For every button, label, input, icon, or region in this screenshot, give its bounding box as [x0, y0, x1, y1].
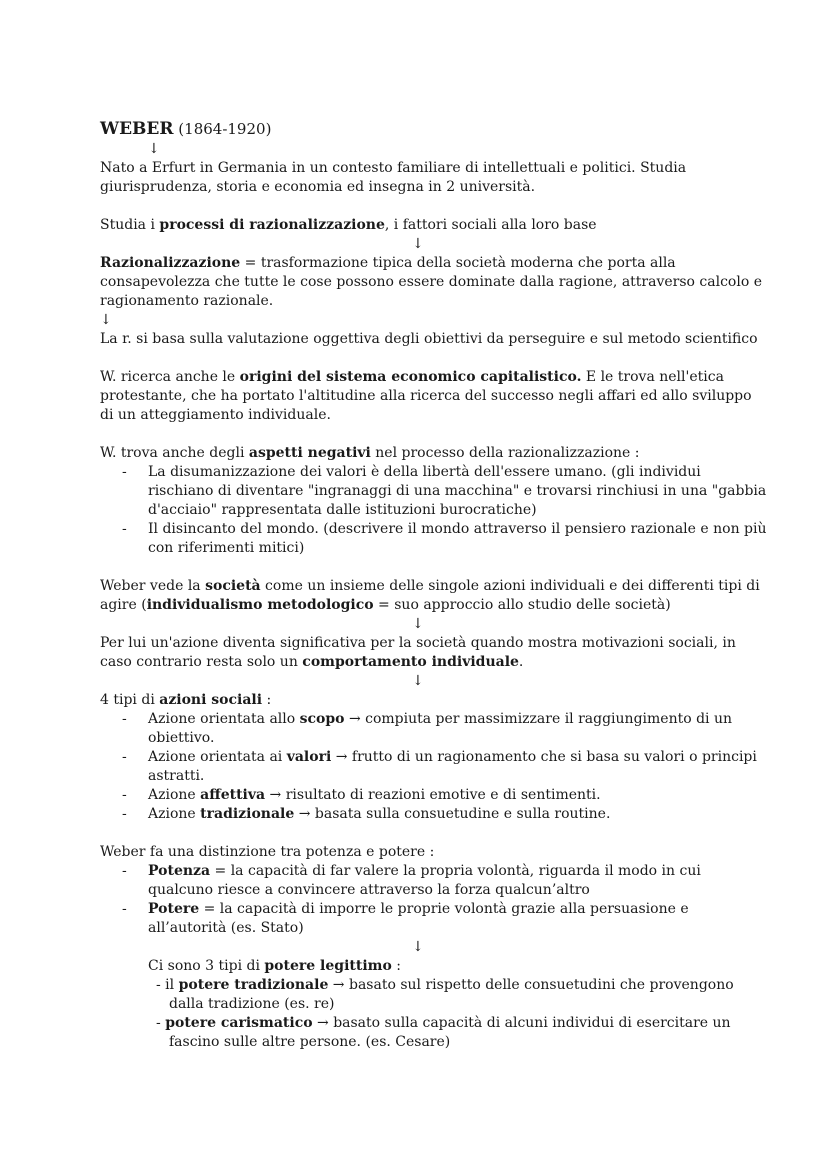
arrow-down-icon: ↓ — [412, 616, 424, 632]
list-item: - potere carismatico → basato sulla capacità di alcuni individui di esercitare un fascino sulle altre persone. (es. Cesare) — [156, 1015, 731, 1050]
list-item: - Potere = la capacità di imporre le proprie volontà grazie alla persuasione e all’autorità (es. Stato) — [148, 900, 768, 938]
action-paragraph: Per lui un'azione diventa significativa per la società quando mostra motivazioni sociali, in caso contrario resta solo un comportamento individuale. — [100, 635, 736, 670]
title-years: (1864-1920) — [178, 120, 272, 138]
capitalism-paragraph: W. ricerca anche le origini del sistema economico capitalistico. E le trova nell'etica protestante, che ha portato l'altitudine alla ricerca del successo negli affari ed allo sviluppo di un atteggiamento individuale. — [100, 369, 752, 423]
legitimate-power-intro: Ci sono 3 tipi di potere legittimo : — [148, 958, 401, 974]
list-item: - il potere tradizionale → basato sul rispetto delle consuetudini che provengono dalla tradizione (es. re) — [156, 977, 734, 1012]
rationalization-basis: La r. si basa sulla valutazione oggettiva degli obiettivi da perseguire e sul metodo scientifico — [100, 331, 758, 347]
list-item: - Azione tradizionale → basata sulla consuetudine e sulla routine. — [148, 805, 768, 824]
negative-aspects-intro: W. trova anche degli aspetti negativi nel processo della razionalizzazione : — [100, 445, 640, 461]
arrow-down-icon: ↓ — [412, 236, 424, 252]
list-item: - Potenza = la capacità di far valere la propria volontà, riguarda il modo in cui qualcuno riesce a convincere attraverso la forza qualcun’altro — [148, 862, 768, 900]
arrow-down-icon: ↓ — [412, 939, 424, 955]
arrow-down-icon: ↓ — [100, 312, 112, 328]
social-actions-list — [100, 710, 768, 824]
list-item: - Azione affettiva → risultato di reazioni emotive e di sentimenti. — [148, 786, 768, 805]
arrow-down-icon: ↓ — [148, 141, 160, 157]
notes-page — [100, 118, 768, 1052]
legitimate-power-list — [100, 976, 768, 1052]
rationalization-definition: Razionalizzazione = trasformazione tipica della società moderna che porta alla consapevolezza che tutte le cose possono essere dominate dalla ragione, attraverso calcolo e ragionamento razionale. — [100, 255, 762, 309]
arrow-down-icon: ↓ — [412, 673, 424, 689]
bio-paragraph: Nato a Erfurt in Germania in un contesto familiare di intellettuali e politici. Studia giurisprudenza, storia e economia ed insegna in 2 università. — [100, 160, 687, 195]
list-item: - Azione orientata allo scopo → compiuta per massimizzare il raggiungimento di un obiettivo. — [148, 710, 768, 748]
society-paragraph: Weber vede la società come un insieme delle singole azioni individuali e dei differenti tipi di agire (individualismo metodologico = suo approccio allo studio delle società) — [100, 578, 760, 613]
title-name: WEBER — [100, 119, 174, 139]
list-item: - Azione orientata ai valori → frutto di un ragionamento che si basa su valori o principi astratti. — [148, 748, 768, 786]
list-item: - Il disincanto del mondo. (descrivere il mondo attraverso il pensiero razionale e non più con riferimenti mitici) — [148, 520, 768, 558]
study-paragraph: Studia i processi di razionalizzazione, i fattori sociali alla loro base — [100, 217, 597, 233]
power-list — [100, 862, 768, 938]
negative-aspects-list — [100, 463, 768, 558]
social-actions-intro: 4 tipi di azioni sociali : — [100, 692, 272, 708]
power-intro: Weber fa una distinzione tra potenza e potere : — [100, 844, 435, 860]
list-item: - La disumanizzazione dei valori è della libertà dell'essere umano. (gli individui rischiano di diventare "ingranaggi di una macchina" e trovarsi rinchiusi in una "gabbia d'acciaio" rappresentata dalle istituzioni burocratiche) — [148, 463, 768, 520]
title — [100, 118, 768, 140]
